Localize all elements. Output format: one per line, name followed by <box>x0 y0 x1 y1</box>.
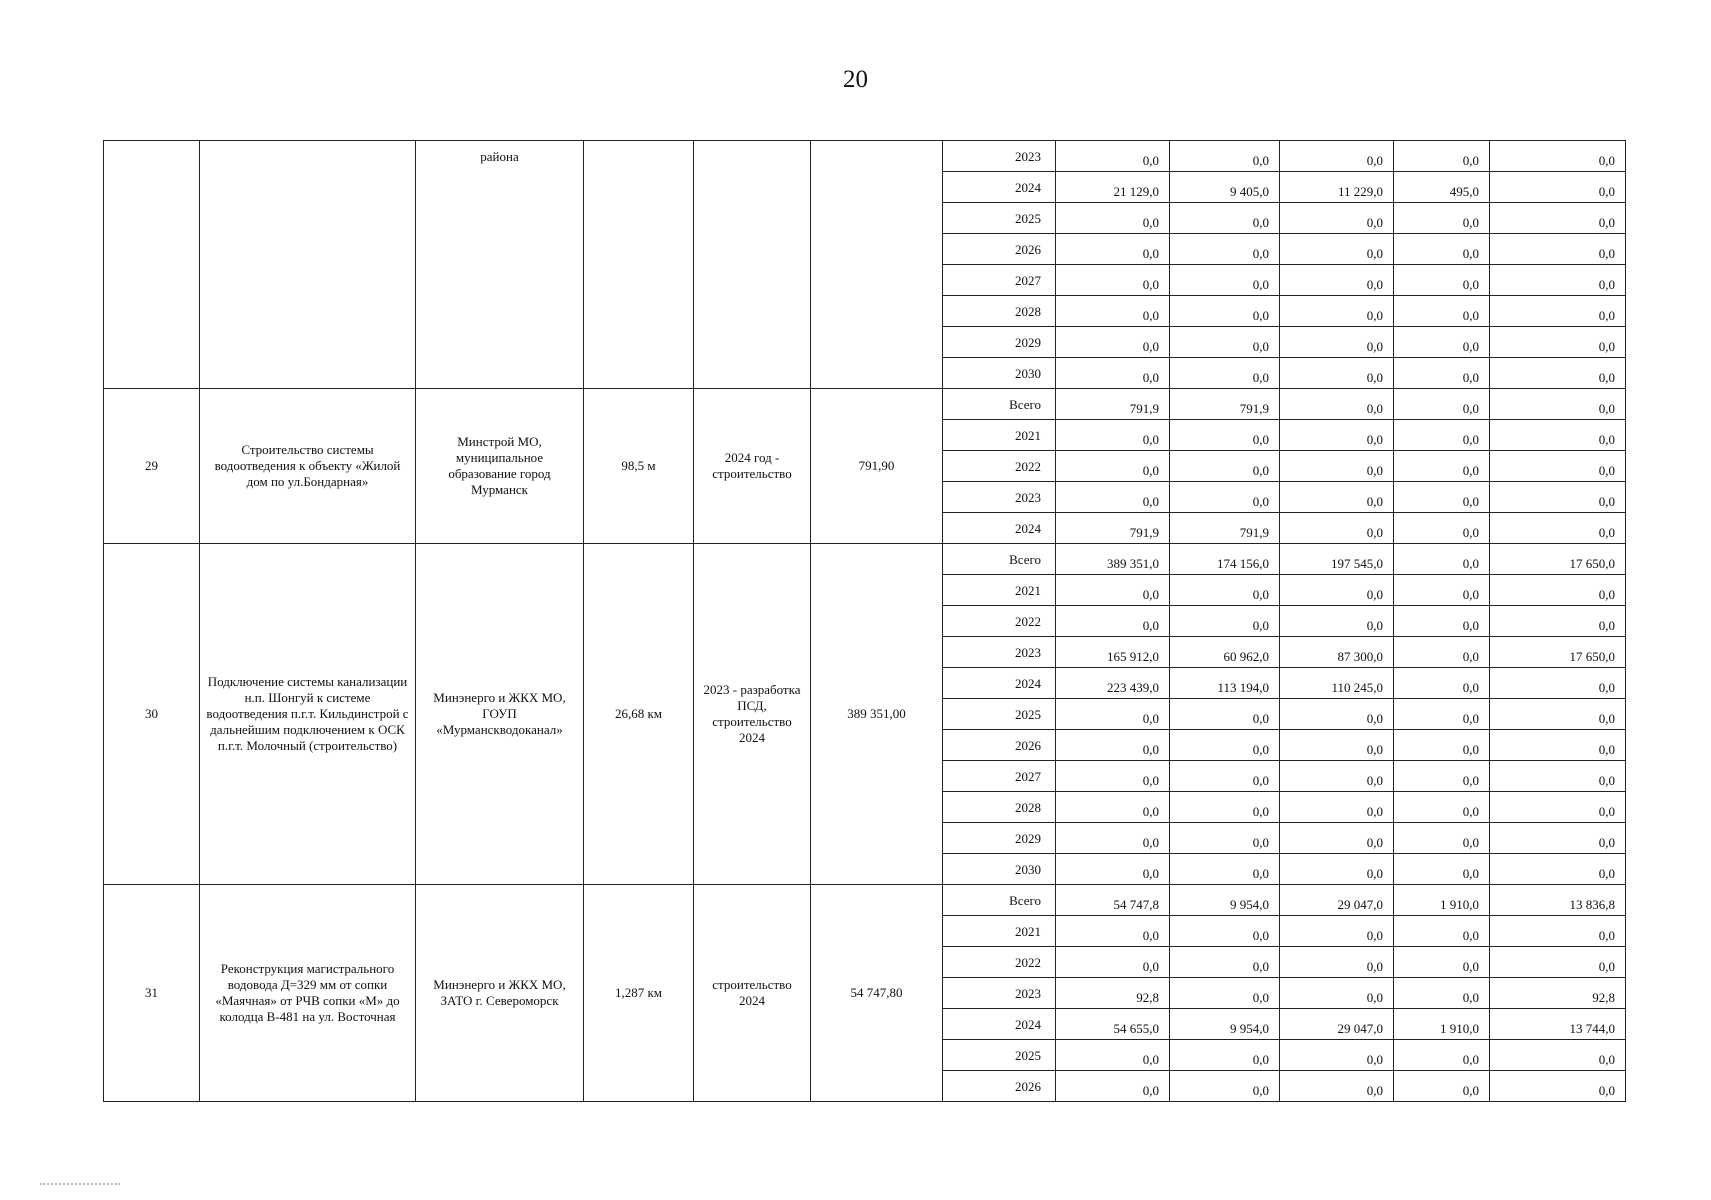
amount-cell: 0,0 <box>1056 1040 1170 1071</box>
amount-cell: 0,0 <box>1394 947 1490 978</box>
amount-cell: 0,0 <box>1490 451 1626 482</box>
amount-cell: 0,0 <box>1394 978 1490 1009</box>
amount-cell: 0,0 <box>1056 358 1170 389</box>
amount-cell: 0,0 <box>1280 1071 1394 1102</box>
year-cell: 2026 <box>943 730 1056 761</box>
amount-cell: 0,0 <box>1056 296 1170 327</box>
amount-cell: 0,0 <box>1056 265 1170 296</box>
amount-cell: 0,0 <box>1394 544 1490 575</box>
amount-cell: 165 912,0 <box>1056 637 1170 668</box>
amount-cell: 0,0 <box>1056 451 1170 482</box>
item-name-cell: Подключение системы канализации н.п. Шонгуй к системе водоотведения п.г.т. Кильдинстрой с дальнейшим подключением к ОСК п.г.т. Молочный (строительство) <box>200 544 416 885</box>
amount-cell: 0,0 <box>1394 389 1490 420</box>
item-number-cell: 29 <box>104 389 200 544</box>
amount-cell: 0,0 <box>1280 854 1394 885</box>
amount-cell: 0,0 <box>1490 296 1626 327</box>
amount-cell: 0,0 <box>1170 420 1280 451</box>
amount-cell: 0,0 <box>1394 730 1490 761</box>
amount-cell: 9 954,0 <box>1170 885 1280 916</box>
amount-cell: 0,0 <box>1490 668 1626 699</box>
amount-cell: 0,0 <box>1490 327 1626 358</box>
amount-cell: 0,0 <box>1394 699 1490 730</box>
amount-cell: 13 744,0 <box>1490 1009 1626 1040</box>
item-capacity-cell: 98,5 м <box>584 389 694 544</box>
item-org-cell: района <box>416 141 584 389</box>
amount-cell: 0,0 <box>1394 482 1490 513</box>
amount-cell: 0,0 <box>1280 296 1394 327</box>
item-number-cell: 31 <box>104 885 200 1102</box>
amount-cell: 791,9 <box>1170 513 1280 544</box>
amount-cell: 0,0 <box>1280 327 1394 358</box>
amount-cell: 0,0 <box>1056 1071 1170 1102</box>
amount-cell: 0,0 <box>1280 234 1394 265</box>
amount-cell: 0,0 <box>1056 420 1170 451</box>
amount-cell: 0,0 <box>1170 606 1280 637</box>
item-cost-cell <box>811 141 943 389</box>
amount-cell: 0,0 <box>1394 265 1490 296</box>
amount-cell: 0,0 <box>1170 141 1280 172</box>
amount-cell: 0,0 <box>1056 730 1170 761</box>
amount-cell: 0,0 <box>1170 1071 1280 1102</box>
year-cell: 2026 <box>943 234 1056 265</box>
amount-cell: 223 439,0 <box>1056 668 1170 699</box>
amount-cell: 9 954,0 <box>1170 1009 1280 1040</box>
amount-cell: 0,0 <box>1056 761 1170 792</box>
amount-cell: 0,0 <box>1056 606 1170 637</box>
amount-cell: 0,0 <box>1170 699 1280 730</box>
amount-cell: 0,0 <box>1490 792 1626 823</box>
amount-cell: 0,0 <box>1394 513 1490 544</box>
amount-cell: 0,0 <box>1280 947 1394 978</box>
amount-cell: 0,0 <box>1490 823 1626 854</box>
year-cell: Всего <box>943 389 1056 420</box>
amount-cell: 0,0 <box>1280 823 1394 854</box>
amount-cell: 0,0 <box>1394 234 1490 265</box>
amount-cell: 1 910,0 <box>1394 1009 1490 1040</box>
amount-cell: 113 194,0 <box>1170 668 1280 699</box>
amount-cell: 0,0 <box>1280 699 1394 730</box>
year-cell: Всего <box>943 544 1056 575</box>
amount-cell: 0,0 <box>1490 854 1626 885</box>
year-cell: 2029 <box>943 823 1056 854</box>
amount-cell: 0,0 <box>1170 916 1280 947</box>
item-cost-cell: 389 351,00 <box>811 544 943 885</box>
amount-cell: 0,0 <box>1394 916 1490 947</box>
year-cell: 2028 <box>943 296 1056 327</box>
amount-cell: 0,0 <box>1394 761 1490 792</box>
amount-cell: 0,0 <box>1490 513 1626 544</box>
amount-cell: 0,0 <box>1490 1040 1626 1071</box>
amount-cell: 0,0 <box>1394 358 1490 389</box>
amount-cell: 0,0 <box>1490 420 1626 451</box>
amount-cell: 9 405,0 <box>1170 172 1280 203</box>
year-cell: 2024 <box>943 172 1056 203</box>
item-name-cell <box>200 141 416 389</box>
amount-cell: 0,0 <box>1280 792 1394 823</box>
year-cell: 2030 <box>943 854 1056 885</box>
amount-cell: 13 836,8 <box>1490 885 1626 916</box>
year-cell: 2022 <box>943 947 1056 978</box>
amount-cell: 0,0 <box>1170 978 1280 1009</box>
amount-cell: 0,0 <box>1170 947 1280 978</box>
amount-cell: 0,0 <box>1170 296 1280 327</box>
year-cell: 2027 <box>943 761 1056 792</box>
amount-cell: 0,0 <box>1170 823 1280 854</box>
amount-cell: 0,0 <box>1394 668 1490 699</box>
amount-cell: 29 047,0 <box>1280 1009 1394 1040</box>
year-cell: 2024 <box>943 668 1056 699</box>
year-cell: 2023 <box>943 141 1056 172</box>
amount-cell: 0,0 <box>1280 203 1394 234</box>
amount-cell: 0,0 <box>1280 1040 1394 1071</box>
amount-cell: 0,0 <box>1280 575 1394 606</box>
amount-cell: 791,9 <box>1056 389 1170 420</box>
amount-cell: 29 047,0 <box>1280 885 1394 916</box>
amount-cell: 0,0 <box>1170 265 1280 296</box>
item-name-cell: Реконструкция магистрального водовода Д=329 мм от сопки «Маячная» от РЧВ сопки «М» до колодца В-481 на ул. Восточная <box>200 885 416 1102</box>
amount-cell: 110 245,0 <box>1280 668 1394 699</box>
amount-cell: 0,0 <box>1490 606 1626 637</box>
amount-cell: 0,0 <box>1170 792 1280 823</box>
year-cell: 2022 <box>943 451 1056 482</box>
amount-cell: 0,0 <box>1280 513 1394 544</box>
amount-cell: 0,0 <box>1490 947 1626 978</box>
amount-cell: 0,0 <box>1490 482 1626 513</box>
year-cell: 2024 <box>943 1009 1056 1040</box>
amount-cell: 0,0 <box>1280 606 1394 637</box>
amount-cell: 0,0 <box>1394 296 1490 327</box>
amount-cell: 0,0 <box>1056 699 1170 730</box>
item-number-cell: 30 <box>104 544 200 885</box>
amount-cell: 0,0 <box>1170 358 1280 389</box>
amount-cell: 0,0 <box>1280 358 1394 389</box>
amount-cell: 0,0 <box>1280 978 1394 1009</box>
amount-cell: 174 156,0 <box>1170 544 1280 575</box>
amount-cell: 0,0 <box>1280 265 1394 296</box>
table-row <box>104 389 1626 420</box>
amount-cell: 0,0 <box>1394 203 1490 234</box>
amount-cell: 0,0 <box>1394 823 1490 854</box>
amount-cell: 0,0 <box>1394 575 1490 606</box>
amount-cell: 0,0 <box>1170 730 1280 761</box>
amount-cell: 54 655,0 <box>1056 1009 1170 1040</box>
item-cost-cell: 54 747,80 <box>811 885 943 1102</box>
amount-cell: 1 910,0 <box>1394 885 1490 916</box>
amount-cell: 0,0 <box>1056 854 1170 885</box>
amount-cell: 0,0 <box>1394 327 1490 358</box>
amount-cell: 0,0 <box>1490 699 1626 730</box>
item-capacity-cell: 1,287 км <box>584 885 694 1102</box>
amount-cell: 11 229,0 <box>1280 172 1394 203</box>
amount-cell: 0,0 <box>1490 1071 1626 1102</box>
amount-cell: 0,0 <box>1394 451 1490 482</box>
amount-cell: 0,0 <box>1056 916 1170 947</box>
year-cell: 2025 <box>943 203 1056 234</box>
amount-cell: 0,0 <box>1170 203 1280 234</box>
amount-cell: 0,0 <box>1056 482 1170 513</box>
amount-cell: 0,0 <box>1394 1040 1490 1071</box>
year-cell: 2029 <box>943 327 1056 358</box>
amount-cell: 0,0 <box>1170 234 1280 265</box>
amount-cell: 0,0 <box>1056 203 1170 234</box>
page-number: 20 <box>843 66 868 93</box>
year-cell: 2021 <box>943 420 1056 451</box>
item-period-cell: 2023 - разработка ПСД, строительство 2024 <box>694 544 811 885</box>
amount-cell: 197 545,0 <box>1280 544 1394 575</box>
year-cell: 2025 <box>943 1040 1056 1071</box>
amount-cell: 87 300,0 <box>1280 637 1394 668</box>
amount-cell: 0,0 <box>1490 172 1626 203</box>
amount-cell: 0,0 <box>1056 575 1170 606</box>
year-cell: 2027 <box>943 265 1056 296</box>
amount-cell: 0,0 <box>1056 327 1170 358</box>
table-row <box>104 885 1626 916</box>
amount-cell: 0,0 <box>1280 389 1394 420</box>
item-capacity-cell <box>584 141 694 389</box>
amount-cell: 0,0 <box>1170 451 1280 482</box>
amount-cell: 0,0 <box>1490 141 1626 172</box>
amount-cell: 0,0 <box>1170 482 1280 513</box>
year-cell: 2023 <box>943 637 1056 668</box>
investment-program-table <box>103 140 1626 1102</box>
amount-cell: 0,0 <box>1490 389 1626 420</box>
amount-cell: 0,0 <box>1394 141 1490 172</box>
amount-cell: 17 650,0 <box>1490 637 1626 668</box>
amount-cell: 0,0 <box>1490 234 1626 265</box>
amount-cell: 0,0 <box>1280 482 1394 513</box>
amount-cell: 0,0 <box>1280 141 1394 172</box>
year-cell: 2026 <box>943 1071 1056 1102</box>
amount-cell: 0,0 <box>1490 730 1626 761</box>
amount-cell: 17 650,0 <box>1490 544 1626 575</box>
amount-cell: 0,0 <box>1280 916 1394 947</box>
amount-cell: 0,0 <box>1394 420 1490 451</box>
year-cell: 2030 <box>943 358 1056 389</box>
amount-cell: 0,0 <box>1394 606 1490 637</box>
amount-cell: 0,0 <box>1170 854 1280 885</box>
scan-artifact <box>40 1183 120 1187</box>
amount-cell: 0,0 <box>1280 730 1394 761</box>
item-cost-cell: 791,90 <box>811 389 943 544</box>
amount-cell: 0,0 <box>1170 1040 1280 1071</box>
item-capacity-cell: 26,68 км <box>584 544 694 885</box>
amount-cell: 0,0 <box>1490 916 1626 947</box>
amount-cell: 0,0 <box>1394 854 1490 885</box>
item-period-cell: строительство 2024 <box>694 885 811 1102</box>
amount-cell: 791,9 <box>1170 389 1280 420</box>
year-cell: 2021 <box>943 575 1056 606</box>
amount-cell: 0,0 <box>1280 420 1394 451</box>
item-name-cell: Строительство системы водоотведения к объекту «Жилой дом по ул.Бондарная» <box>200 389 416 544</box>
item-org-cell: Минэнерго и ЖКХ МО, ЗАТО г. Североморск <box>416 885 584 1102</box>
item-number-cell <box>104 141 200 389</box>
amount-cell: 0,0 <box>1170 761 1280 792</box>
amount-cell: 0,0 <box>1056 234 1170 265</box>
year-cell: Всего <box>943 885 1056 916</box>
amount-cell: 21 129,0 <box>1056 172 1170 203</box>
amount-cell: 0,0 <box>1056 947 1170 978</box>
year-cell: 2023 <box>943 978 1056 1009</box>
amount-cell: 0,0 <box>1394 637 1490 668</box>
year-cell: 2021 <box>943 916 1056 947</box>
table-row <box>104 544 1626 575</box>
year-cell: 2023 <box>943 482 1056 513</box>
year-cell: 2022 <box>943 606 1056 637</box>
amount-cell: 60 962,0 <box>1170 637 1280 668</box>
amount-cell: 0,0 <box>1056 141 1170 172</box>
amount-cell: 0,0 <box>1394 792 1490 823</box>
amount-cell: 92,8 <box>1056 978 1170 1009</box>
amount-cell: 389 351,0 <box>1056 544 1170 575</box>
item-period-cell: 2024 год - строительство <box>694 389 811 544</box>
year-cell: 2028 <box>943 792 1056 823</box>
amount-cell: 54 747,8 <box>1056 885 1170 916</box>
amount-cell: 0,0 <box>1280 451 1394 482</box>
amount-cell: 0,0 <box>1490 265 1626 296</box>
year-cell: 2024 <box>943 513 1056 544</box>
amount-cell: 0,0 <box>1280 761 1394 792</box>
item-org-cell: Минэнерго и ЖКХ МО, ГОУП «Мурманскводоканал» <box>416 544 584 885</box>
amount-cell: 791,9 <box>1056 513 1170 544</box>
amount-cell: 0,0 <box>1056 792 1170 823</box>
amount-cell: 92,8 <box>1490 978 1626 1009</box>
item-org-cell: Минстрой МО, муниципальное образование город Мурманск <box>416 389 584 544</box>
amount-cell: 0,0 <box>1490 358 1626 389</box>
amount-cell: 0,0 <box>1394 1071 1490 1102</box>
amount-cell: 0,0 <box>1490 203 1626 234</box>
table-row <box>104 141 1626 172</box>
amount-cell: 0,0 <box>1490 761 1626 792</box>
amount-cell: 0,0 <box>1170 327 1280 358</box>
year-cell: 2025 <box>943 699 1056 730</box>
amount-cell: 0,0 <box>1490 575 1626 606</box>
item-period-cell <box>694 141 811 389</box>
amount-cell: 0,0 <box>1056 823 1170 854</box>
amount-cell: 495,0 <box>1394 172 1490 203</box>
amount-cell: 0,0 <box>1170 575 1280 606</box>
